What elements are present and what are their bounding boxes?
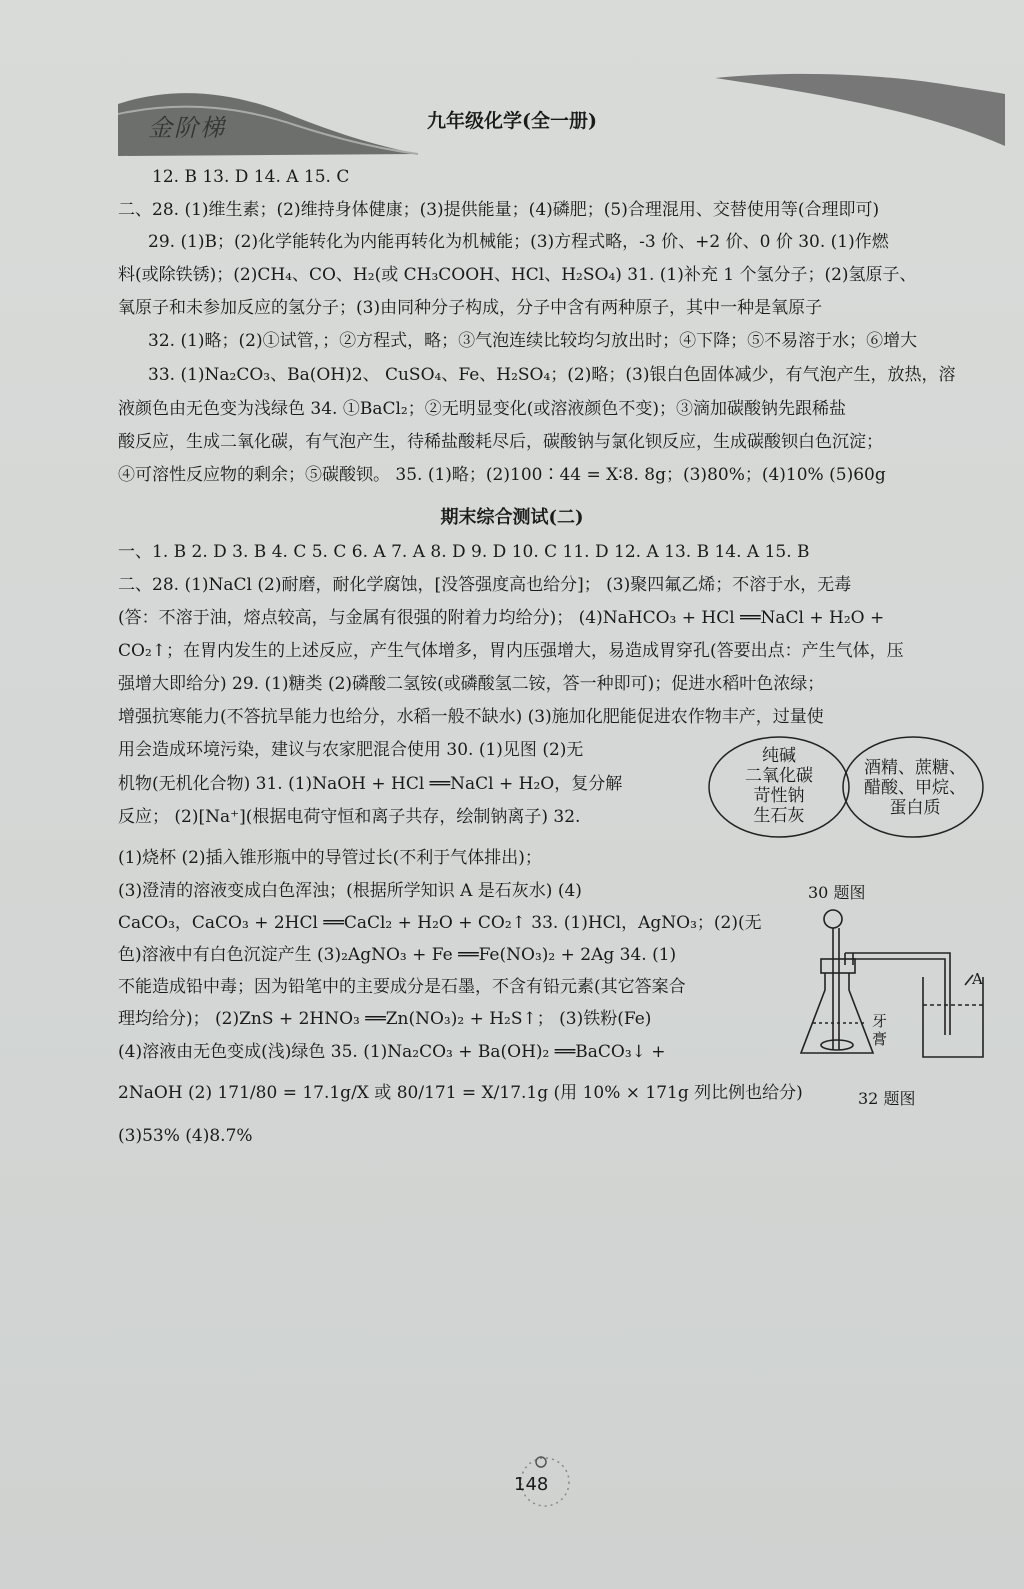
- brand-logo: 金阶梯: [148, 114, 226, 142]
- answer-line: 一、1. B 2. D 3. B 4. C 5. C 6. A 7. A 8. D 9. D 10. C 11. D 12. A 13. B 14. A 15. B: [118, 542, 810, 562]
- answer-line: 33. (1)Na₂CO₃、Ba(OH)2、 CuSO₄、Fe、H₂SO₄；(2)略；(3)银白色固体减少，有气泡产生，放热，溶: [148, 365, 956, 385]
- answer-line: CO₂↑；在胃内发生的上述反应，产生气体增多，胃内压强增大，易造成胃穿孔(答要出点：产生气体，压: [118, 641, 904, 661]
- answer-line: CaCO₃，CaCO₃ + 2HCl ══CaCl₂ + H₂O + CO₂↑ 33. (1)HCl，AgNO₃；(2)(无: [118, 913, 762, 933]
- answer-line: (1)烧杯 (2)插入锥形瓶中的导管过长(不利于气体排出)；: [118, 848, 542, 868]
- answer-line: 反应； (2)[Na⁺](根据电荷守恒和离子共存，绘制钠离子) 32.: [118, 807, 581, 827]
- answer-line: 29. (1)B；(2)化学能转化为内能再转化为机械能；(3)方程式略，-3 价、+2 价、0 价 30. (1)作燃: [148, 232, 889, 252]
- diagram-32-apparatus: [795, 905, 995, 1065]
- answer-line: 用会造成环境污染，建议与农家肥混合使用 30. (1)见图 (2)无: [118, 740, 584, 760]
- answer-line: 增强抗寒能力(不答抗旱能力也给分，水稻一般不缺水) (3)施加化肥能促进农作物丰产，过量使: [118, 707, 824, 727]
- organic-item: 酒精、蔗糖、: [864, 758, 966, 778]
- section-title: 期末综合测试(二): [440, 507, 584, 528]
- organic-item: 蛋白质: [889, 798, 941, 818]
- answer-line: 液颜色由无色变为浅绿色 34. ①BaCl₂；②无明显变化(或溶液颜色不变)；③滴加碳酸钠先跟稀盐: [118, 399, 846, 419]
- inorganic-item: 二氧化碳: [745, 766, 813, 786]
- answer-line: 二、28. (1)维生素；(2)维持身体健康；(3)提供能量；(4)磷肥；(5)合理混用、交替使用等(合理即可): [118, 200, 880, 220]
- book-title: 九年级化学(全一册): [427, 110, 597, 132]
- answer-line: 色)溶液中有白色沉淀产生 (3)₂AgNO₃ + Fe ══Fe(NO₃)₂ + 2Ag 34. (1): [118, 945, 677, 965]
- answer-line: ④可溶性反应物的剩余；⑤碳酸钡。 35. (1)略；(2)100∶44 = X∶8. 8g；(3)80%；(4)10% (5)60g: [118, 465, 886, 485]
- diagram-32-caption: 32 题图: [858, 1089, 916, 1108]
- answer-line: (答：不溶于油，熔点较高，与金属有很强的附着力均给分)； (4)NaHCO₃ + HCl ══NaCl + H₂O +: [118, 608, 885, 628]
- inorganic-item: 苛性钠: [753, 786, 805, 806]
- answer-line: 32. (1)略；(2)①试管，；②方程式，略；③气泡连续比较均匀放出时；④下降；⑤不易溶于水；⑥增大: [148, 331, 918, 351]
- page-number: 148: [514, 1474, 549, 1495]
- diagram-30-left-ellipse-text: [736, 746, 822, 826]
- answer-line: 机物(无机化合物) 31. (1)NaOH + HCl ══NaCl + H₂O，复分解: [118, 774, 623, 794]
- answer-line: 12. B 13. D 14. A 15. C: [152, 167, 350, 187]
- answer-line: (3)澄清的溶液变成白色浑浊；(根据所学知识 A 是石灰水) (4): [118, 881, 582, 901]
- diagram-30-right-ellipse-text: [860, 758, 970, 818]
- label-toothpaste: 牙 膏: [872, 1012, 888, 1048]
- answer-line: 二、28. (1)NaCl (2)耐磨，耐化学腐蚀，[没答强度高也给分]； (3)聚四氟乙烯；不溶于水，无毒: [118, 575, 852, 595]
- inorganic-item: 纯碱: [762, 746, 796, 766]
- answer-line: (3)53% (4)8.7%: [118, 1126, 253, 1146]
- answer-line: 理均给分)； (2)ZnS + 2HNO₃ ══Zn(NO₃)₂ + H₂S↑； (3)铁粉(Fe): [118, 1009, 652, 1029]
- organic-item: 醋酸、甲烷、: [864, 778, 966, 798]
- answer-line: 不能造成铅中毒；因为铅笔中的主要成分是石墨，不含有铅元素(其它答案合: [118, 977, 686, 997]
- inorganic-item: 生石灰: [753, 806, 805, 826]
- answer-line: (4)溶液由无色变成(浅)绿色 35. (1)Na₂CO₃ + Ba(OH)₂ ══BaCO₃↓ +: [118, 1042, 666, 1062]
- diagram-30-caption: 30 题图: [808, 883, 866, 902]
- answer-line: 强增大即给分) 29. (1)糖类 (2)磷酸二氢铵(或磷酸氢二铵，答一种即可)；促进水稻叶色浓绿；: [118, 674, 825, 694]
- label-a: A: [972, 970, 983, 988]
- answer-line: 2NaOH (2) 171/80 = 17.1g/X 或 80/171 = X/17.1g (用 10% × 171g 列比例也给分): [118, 1083, 803, 1103]
- answer-line: 氧原子和未参加反应的氢分子；(3)由同种分子构成，分子中含有两种原子，其中一种是氧原子: [118, 298, 823, 318]
- answer-line: 酸反应，生成二氧化碳，有气泡产生，待稀盐酸耗尽后，碳酸钠与氯化钡反应，生成碳酸钡白色沉淀；: [118, 432, 883, 452]
- answer-line: 料(或除铁锈)；(2)CH₄、CO、H₂(或 CH₃COOH、HCl、H₂SO₄) 31. (1)补充 1 个氢分子；(2)氢原子、: [118, 265, 917, 285]
